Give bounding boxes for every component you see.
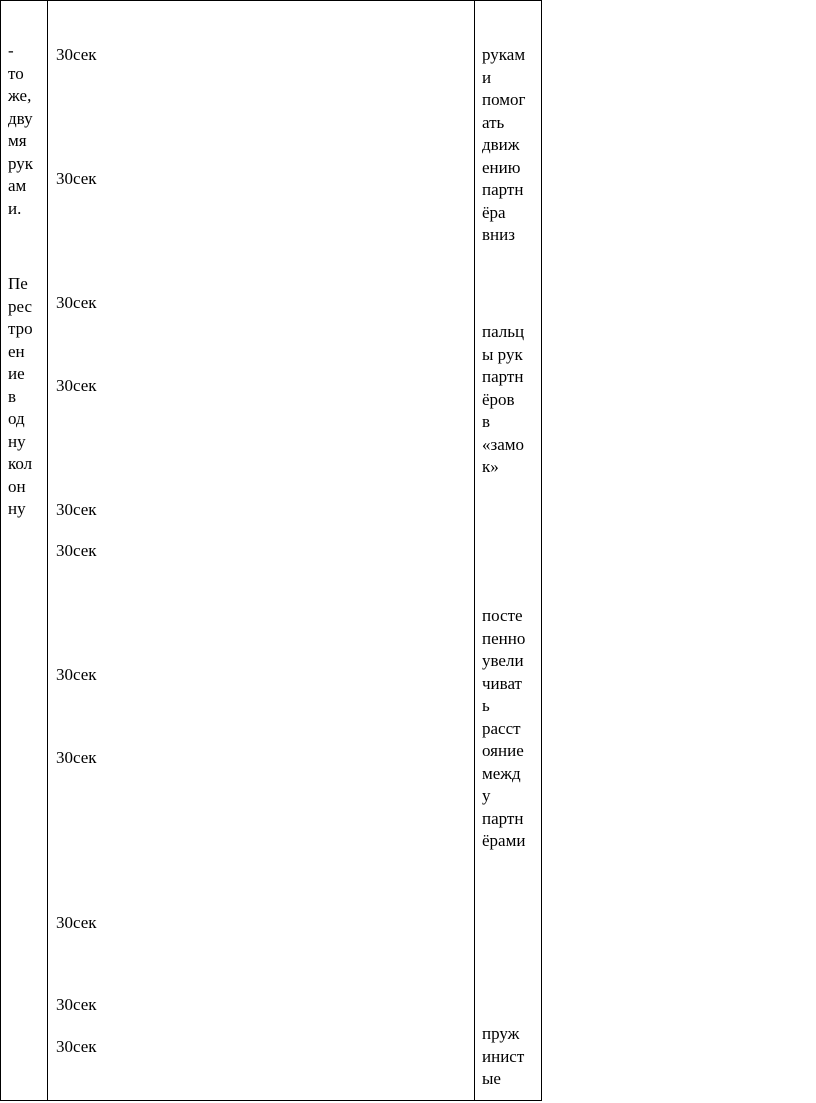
duration-text: 30сек [56,500,97,519]
exercise-name-paragraph: - то же, дву мя рук ам и. [8,41,34,218]
exercise-name-paragraph: Пе рес тро ен ие в од ну кол он ну [8,274,33,518]
duration-text: 30сек [56,748,97,767]
duration-text: 30сек [56,541,97,560]
exercise-name-cell [8,0,33,566]
duration-text: 30сек [56,913,97,932]
duration-text: 30сек [56,293,97,312]
duration-text: 30сек [56,169,97,188]
instruction-paragraph: пруж инист ые [482,1024,525,1088]
column-divider [474,1,475,1100]
duration-text: 30сек [56,45,97,64]
duration-text: 30сек [56,995,97,1014]
instruction-paragraph: рукам и помог ать движ ению партн ёра вниз [482,45,526,244]
duration-text: 30сек [56,376,97,395]
duration-text: 30сек [56,1037,97,1056]
instruction-paragraph: пальц ы рук партн ёров в «замо к» [482,322,525,476]
column-divider [47,1,48,1100]
instruction-paragraph: посте пенно увели чиват ь расст ояние межд у партн ёрами [482,606,526,850]
duration-text: 30сек [56,665,97,684]
